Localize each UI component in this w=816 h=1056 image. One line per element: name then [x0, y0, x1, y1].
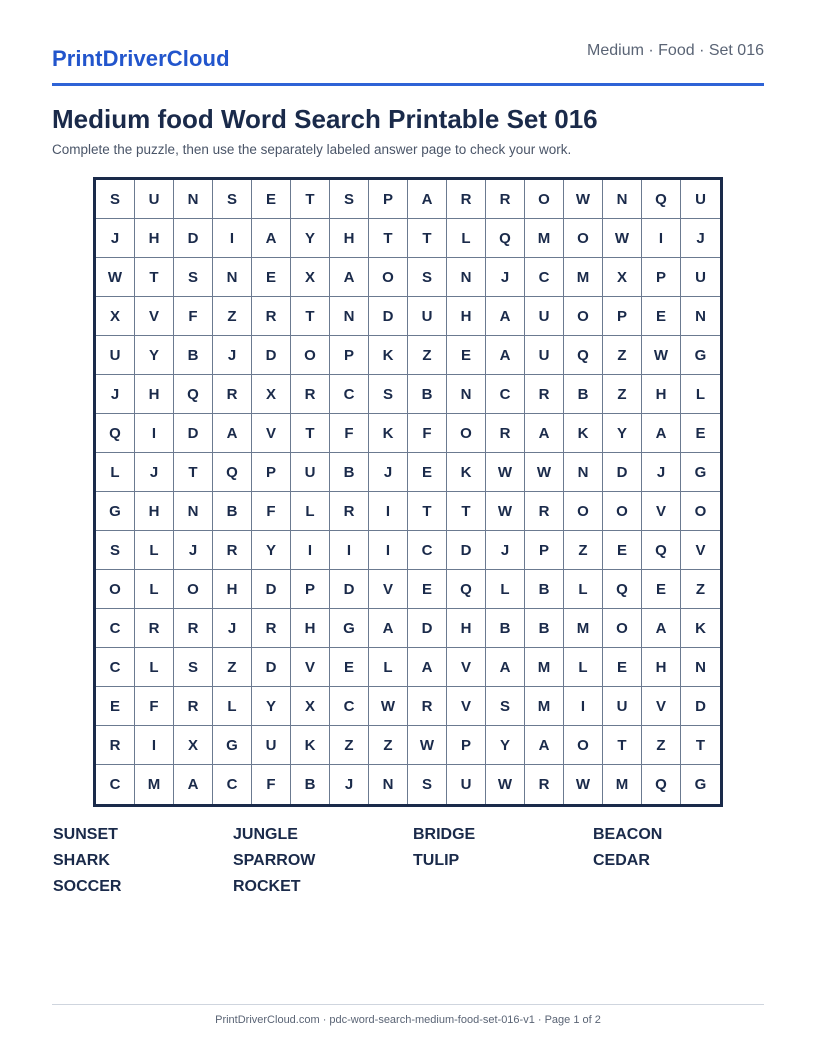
grid-cell: N — [564, 453, 603, 492]
grid-cell: Q — [96, 414, 135, 453]
grid-cell: P — [369, 180, 408, 219]
grid-cell: F — [408, 414, 447, 453]
grid-cell: L — [447, 219, 486, 258]
grid-cell: D — [174, 219, 213, 258]
grid-cell: P — [603, 297, 642, 336]
grid-cell: C — [213, 765, 252, 804]
grid-cell: S — [96, 531, 135, 570]
grid-cell: K — [369, 336, 408, 375]
grid-cell: N — [174, 180, 213, 219]
grid-cell: Q — [213, 453, 252, 492]
grid-cell: A — [642, 609, 681, 648]
grid-cell: G — [213, 726, 252, 765]
grid-cell: T — [681, 726, 720, 765]
grid-cell: R — [486, 414, 525, 453]
page-title: Medium food Word Search Printable Set 016 — [52, 104, 598, 134]
grid-cell: A — [486, 648, 525, 687]
grid-cell: B — [564, 375, 603, 414]
grid-cell: B — [525, 570, 564, 609]
grid-cell: N — [174, 492, 213, 531]
grid-cell: F — [252, 765, 291, 804]
grid-cell: H — [642, 648, 681, 687]
grid-cell: U — [252, 726, 291, 765]
grid-cell: E — [252, 180, 291, 219]
grid-cell: L — [213, 687, 252, 726]
grid-cell: B — [174, 336, 213, 375]
grid-cell: E — [408, 570, 447, 609]
grid-cell: J — [96, 219, 135, 258]
grid-cell: D — [369, 297, 408, 336]
grid-cell: C — [96, 765, 135, 804]
grid-cell: U — [681, 258, 720, 297]
grid-cell: E — [330, 648, 369, 687]
grid-cell: U — [681, 180, 720, 219]
grid-cell: M — [564, 609, 603, 648]
grid-cell: O — [564, 492, 603, 531]
grid-cell: W — [408, 726, 447, 765]
grid-cell: D — [408, 609, 447, 648]
grid-cell: X — [96, 297, 135, 336]
grid-cell: G — [96, 492, 135, 531]
grid-cell: H — [447, 609, 486, 648]
grid-cell: C — [330, 687, 369, 726]
grid-cell: P — [447, 726, 486, 765]
grid-cell: M — [564, 258, 603, 297]
page-header — [52, 38, 764, 86]
word-list — [53, 826, 773, 904]
grid-cell: Y — [603, 414, 642, 453]
grid-cell: P — [252, 453, 291, 492]
grid-cell: E — [642, 297, 681, 336]
grid-cell: W — [486, 453, 525, 492]
grid-cell: N — [447, 375, 486, 414]
grid-cell: U — [96, 336, 135, 375]
grid-cell: K — [291, 726, 330, 765]
grid-cell: Z — [642, 726, 681, 765]
grid-cell: L — [681, 375, 720, 414]
grid-cell: S — [96, 180, 135, 219]
grid-cell: C — [96, 609, 135, 648]
grid-cell: Y — [252, 687, 291, 726]
grid-cell: I — [135, 414, 174, 453]
grid-cell: W — [486, 765, 525, 804]
grid-cell: E — [447, 336, 486, 375]
grid-cell: O — [369, 258, 408, 297]
grid-cell: N — [681, 297, 720, 336]
grid-cell: R — [174, 609, 213, 648]
grid-cell: T — [603, 726, 642, 765]
grid-cell: R — [408, 687, 447, 726]
grid-cell: W — [603, 219, 642, 258]
grid-cell: Z — [213, 297, 252, 336]
grid-cell: B — [213, 492, 252, 531]
grid-cell: N — [330, 297, 369, 336]
grid-cell: N — [681, 648, 720, 687]
grid-cell: S — [486, 687, 525, 726]
grid-cell: P — [525, 531, 564, 570]
grid-cell: R — [291, 375, 330, 414]
grid-cell: V — [291, 648, 330, 687]
grid-cell: N — [213, 258, 252, 297]
grid-cell: U — [408, 297, 447, 336]
grid-cell: C — [96, 648, 135, 687]
grid-cell: M — [603, 765, 642, 804]
grid-cell: L — [135, 531, 174, 570]
grid-cell: G — [694, 776, 707, 793]
grid-cell: J — [135, 453, 174, 492]
word-list-item: SPARROW — [233, 852, 316, 869]
word-list-item: TULIP — [413, 852, 460, 869]
word-list-item: SUNSET — [53, 826, 118, 843]
grid-cell: T — [135, 258, 174, 297]
grid-cell: A — [252, 219, 291, 258]
grid-cell: C — [525, 258, 564, 297]
grid-cell: L — [564, 570, 603, 609]
grid-cell: L — [96, 453, 135, 492]
grid-cell: L — [369, 648, 408, 687]
grid-cell: B — [525, 609, 564, 648]
grid-cell: B — [408, 375, 447, 414]
grid-cell: Y — [291, 219, 330, 258]
grid-cell: N — [369, 765, 408, 804]
grid-cell: T — [408, 219, 447, 258]
grid-cell: J — [642, 453, 681, 492]
grid-cell: Z — [603, 375, 642, 414]
grid-cell: E — [642, 570, 681, 609]
grid-cell: R — [486, 180, 525, 219]
grid-cell: H — [213, 570, 252, 609]
grid-cell: T — [291, 414, 330, 453]
grid-cell: E — [96, 687, 135, 726]
grid-cell: E — [252, 258, 291, 297]
grid-cell: D — [174, 414, 213, 453]
grid-cell: H — [291, 609, 330, 648]
grid-cell: Q — [642, 531, 681, 570]
grid-cell: F — [252, 492, 291, 531]
grid-cell: M — [525, 648, 564, 687]
grid-cell: C — [486, 375, 525, 414]
grid-cell: O — [564, 297, 603, 336]
grid-cell: W — [564, 180, 603, 219]
grid-cell: R — [174, 687, 213, 726]
grid-cell: A — [525, 414, 564, 453]
grid-cell: S — [174, 258, 213, 297]
grid-cell: M — [525, 687, 564, 726]
grid-cell: O — [603, 609, 642, 648]
grid-cell: V — [135, 297, 174, 336]
grid-cell: Q — [603, 570, 642, 609]
word-list-item: ROCKET — [233, 878, 301, 895]
grid-cell: X — [291, 687, 330, 726]
grid-cell: R — [525, 375, 564, 414]
puzzle-meta: Medium · Food · Set 016 — [587, 42, 764, 59]
grid-cell: T — [291, 180, 330, 219]
grid-cell: J — [213, 609, 252, 648]
grid-cell: Z — [408, 336, 447, 375]
grid-cell: R — [447, 180, 486, 219]
grid-cell: S — [213, 180, 252, 219]
grid-cell: K — [369, 414, 408, 453]
grid-cell: Q — [486, 219, 525, 258]
grid-cell: H — [135, 492, 174, 531]
grid-cell: Q — [642, 180, 681, 219]
grid-cell: I — [213, 219, 252, 258]
grid-cell: V — [642, 492, 681, 531]
grid-cell: V — [447, 687, 486, 726]
grid-cell: U — [525, 336, 564, 375]
grid-cell: H — [135, 375, 174, 414]
grid-cell: E — [603, 648, 642, 687]
word-list-item: BEACON — [593, 826, 663, 843]
grid-cell: M — [135, 765, 174, 804]
grid-cell: C — [408, 531, 447, 570]
grid-cell: R — [525, 765, 564, 804]
grid-cell: Z — [213, 648, 252, 687]
grid-cell: J — [369, 453, 408, 492]
grid-cell: T — [291, 297, 330, 336]
grid-cell: J — [213, 336, 252, 375]
grid-cell: T — [447, 492, 486, 531]
grid-cell: D — [330, 570, 369, 609]
grid-cell: Z — [369, 726, 408, 765]
grid-cell: J — [174, 531, 213, 570]
grid-cell: B — [291, 765, 330, 804]
grid-cell: G — [330, 609, 369, 648]
grid-cell: E — [603, 531, 642, 570]
brand-logo-text[interactable]: PrintDriverCloud — [52, 46, 230, 71]
grid-cell: L — [564, 648, 603, 687]
grid-cell: O — [681, 492, 720, 531]
grid-cell: B — [330, 453, 369, 492]
grid-cell: R — [96, 726, 135, 765]
page-footer: PrintDriverCloud.com · pdc-word-search-medium-food-set-016-v1 · Page 1 of 2 — [215, 1014, 601, 1026]
grid-cell: V — [681, 531, 720, 570]
grid-cell: H — [330, 219, 369, 258]
grid-cell: Q — [642, 765, 681, 804]
grid-cell: O — [447, 414, 486, 453]
grid-cell: T — [174, 453, 213, 492]
grid-cell: N — [603, 180, 642, 219]
grid-cell: Z — [564, 531, 603, 570]
grid-cell: K — [681, 609, 720, 648]
grid-cell: I — [291, 531, 330, 570]
word-list-item: CEDAR — [593, 852, 650, 869]
grid-cell: Z — [681, 570, 720, 609]
grid-cell: A — [174, 765, 213, 804]
grid-cell: J — [330, 765, 369, 804]
grid-cell: A — [408, 180, 447, 219]
grid-cell: Y — [252, 531, 291, 570]
grid-cell: H — [135, 219, 174, 258]
grid-cell: U — [291, 453, 330, 492]
grid-cell: A — [525, 726, 564, 765]
page-subtitle: Complete the puzzle, then use the separately labeled answer page to check your work. — [52, 142, 572, 157]
grid-cell: S — [408, 258, 447, 297]
grid-cell: D — [252, 570, 291, 609]
grid-cell: R — [252, 297, 291, 336]
grid-cell: D — [447, 531, 486, 570]
grid-cell: J — [681, 219, 720, 258]
grid-cell: V — [642, 687, 681, 726]
grid-cell: A — [330, 258, 369, 297]
grid-cell: Q — [174, 375, 213, 414]
grid-cell: F — [135, 687, 174, 726]
grid-cell: I — [369, 531, 408, 570]
grid-cell: Y — [135, 336, 174, 375]
grid-cell: X — [291, 258, 330, 297]
grid-cell: R — [135, 609, 174, 648]
grid-cell: Q — [564, 336, 603, 375]
grid-cell: Z — [603, 336, 642, 375]
grid-cell: I — [642, 219, 681, 258]
word-list-item: BRIDGE — [413, 826, 476, 843]
footer-divider — [52, 1004, 764, 1005]
grid-cell: K — [447, 453, 486, 492]
grid-cell: L — [135, 570, 174, 609]
grid-cell: L — [135, 648, 174, 687]
grid-cell: E — [408, 453, 447, 492]
grid-cell: N — [447, 258, 486, 297]
grid-cell: R — [213, 531, 252, 570]
grid-cell: W — [642, 336, 681, 375]
grid-cell: A — [408, 648, 447, 687]
grid-cell: O — [603, 492, 642, 531]
grid-cell: H — [642, 375, 681, 414]
grid-cell: H — [447, 297, 486, 336]
grid-cell: R — [330, 492, 369, 531]
grid-cell: S — [174, 648, 213, 687]
grid-cell: A — [486, 297, 525, 336]
grid-cell: K — [564, 414, 603, 453]
grid-cell: S — [408, 765, 447, 804]
grid-cell: Q — [447, 570, 486, 609]
grid-cell: J — [486, 258, 525, 297]
grid-cell: A — [486, 336, 525, 375]
grid-cell: V — [369, 570, 408, 609]
grid-cell: I — [564, 687, 603, 726]
grid-cell: J — [96, 375, 135, 414]
grid-cell: O — [291, 336, 330, 375]
grid-cell: A — [369, 609, 408, 648]
grid-cell: J — [486, 531, 525, 570]
grid-cell: M — [525, 219, 564, 258]
grid-cell: L — [486, 570, 525, 609]
grid-cell: O — [525, 180, 564, 219]
grid-cell: X — [252, 375, 291, 414]
grid-cell: W — [96, 258, 135, 297]
grid-cell: L — [291, 492, 330, 531]
grid-cell: D — [681, 687, 720, 726]
grid-cell: D — [252, 336, 291, 375]
grid-cell: P — [642, 258, 681, 297]
grid-cell: U — [135, 180, 174, 219]
grid-cell: S — [330, 180, 369, 219]
word-list-item: SOCCER — [53, 878, 122, 895]
grid-cell: I — [135, 726, 174, 765]
grid-cell: V — [447, 648, 486, 687]
grid-cell: A — [642, 414, 681, 453]
grid-cell: U — [525, 297, 564, 336]
grid-cell: Y — [486, 726, 525, 765]
grid-cell: D — [252, 648, 291, 687]
grid-cell: W — [486, 492, 525, 531]
grid-cell: U — [447, 765, 486, 804]
grid-cell: T — [369, 219, 408, 258]
grid-cell: O — [564, 726, 603, 765]
grid-cell: W — [564, 765, 603, 804]
grid-cell: R — [213, 375, 252, 414]
grid-cell: O — [564, 219, 603, 258]
word-search-grid — [93, 177, 723, 807]
word-list-item: SHARK — [53, 852, 110, 869]
grid-cell: I — [330, 531, 369, 570]
grid-cell: O — [96, 570, 135, 609]
grid-cell: S — [369, 375, 408, 414]
grid-cell: D — [603, 453, 642, 492]
grid-cell: G — [681, 336, 720, 375]
grid-cell: W — [525, 453, 564, 492]
grid-cell: V — [252, 414, 291, 453]
grid-cell: O — [174, 570, 213, 609]
grid-cell: T — [408, 492, 447, 531]
grid-cell: A — [213, 414, 252, 453]
grid-cell: C — [330, 375, 369, 414]
grid-cell: P — [330, 336, 369, 375]
grid-cell: W — [369, 687, 408, 726]
grid-cell: U — [603, 687, 642, 726]
grid-cell: I — [369, 492, 408, 531]
grid-cell: E — [681, 414, 720, 453]
grid-cell: F — [330, 414, 369, 453]
grid-cell: R — [252, 609, 291, 648]
grid-cell: X — [603, 258, 642, 297]
grid-cell: P — [291, 570, 330, 609]
grid-cell: B — [486, 609, 525, 648]
grid-cell: G — [681, 453, 720, 492]
grid-cell: X — [174, 726, 213, 765]
grid-cell: R — [525, 492, 564, 531]
word-list-item: JUNGLE — [233, 826, 298, 843]
grid-cell: Z — [330, 726, 369, 765]
grid-cell: F — [174, 297, 213, 336]
